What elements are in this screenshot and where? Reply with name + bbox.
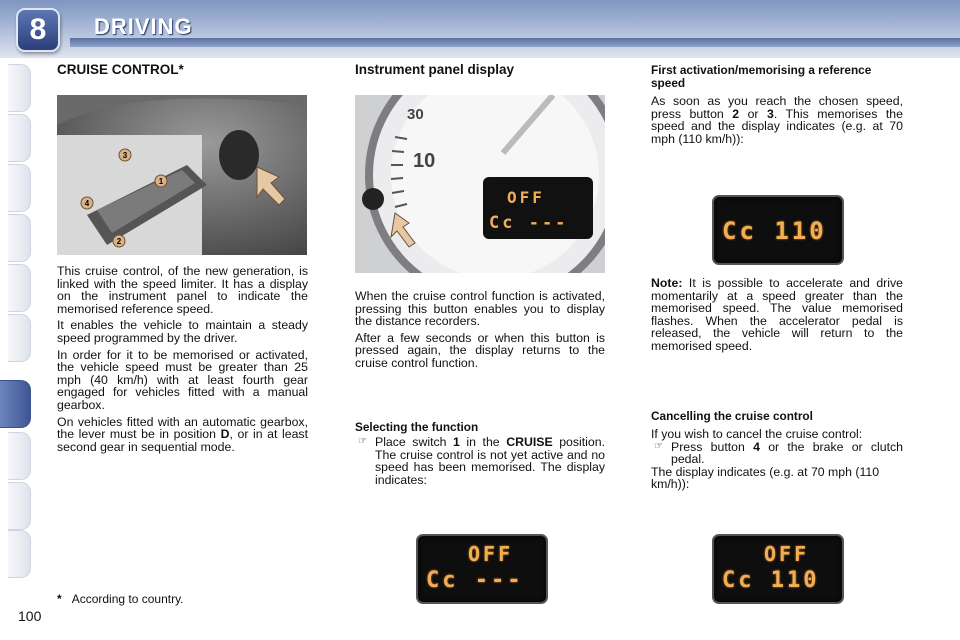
display-line2: Cc 110 xyxy=(722,217,827,245)
gauge-display-line1: OFF xyxy=(507,188,545,207)
instrument-panel-photo xyxy=(355,95,605,273)
chapter-number-badge: 8 xyxy=(16,8,60,52)
stalk-label-1: 1 xyxy=(158,177,164,186)
chapter-title: DRIVING xyxy=(94,14,193,39)
display-line2: Cc 110 xyxy=(722,568,820,593)
display-line1: OFF xyxy=(468,542,514,566)
col1-paragraph-2: It enables the vehicle to maintain a steady speed programmed by the driver. xyxy=(57,318,308,345)
col2-body xyxy=(355,290,605,374)
selecting-title: Selecting the function xyxy=(355,420,479,434)
col2-paragraph-2: After a few seconds or when this button is pressed again, the display returns to the cruise control function. xyxy=(355,330,605,370)
chapter-tabs xyxy=(0,64,32,576)
cruise-control-title: CRUISE CONTROL* xyxy=(57,62,184,77)
gauge-display-line2: Cc --- xyxy=(489,213,569,233)
instrument-panel-title: Instrument panel display xyxy=(355,62,515,77)
display-cc-110 xyxy=(712,195,844,265)
pointer-icon: ☞ xyxy=(358,436,367,447)
col1-body xyxy=(57,265,308,457)
footnote xyxy=(57,592,184,606)
note-text: It is possible to accelerate and drive momentarily at a speed greater than the memorised speed. The value memorised flashes. When the accelerator pedal is released, the vehicle will return to the memorised speed. xyxy=(651,276,903,353)
chapter-tab[interactable] xyxy=(8,164,31,212)
display-off-cc-110 xyxy=(712,534,844,604)
stalk-label-2: 2 xyxy=(116,237,122,246)
footnote-mark: * xyxy=(57,592,62,606)
chapter-tab[interactable] xyxy=(8,264,31,312)
steering-stalk-photo xyxy=(57,95,307,255)
col1-paragraph-4: On vehicles fitted with an automatic gearbox, the lever must be in position D, or in at least second gear in sequential mode. xyxy=(57,414,308,454)
note-body xyxy=(651,277,903,357)
cancelling-body: If you wish to cancel the cruise control: ☞ Press button 4 or the brake or clutch pedal. The display indicates (e.g. at 70 mph (110 km/h)): xyxy=(651,427,903,492)
footnote-text: According to country. xyxy=(71,592,184,606)
col1-paragraph-3: In order for it to be memorised or activated, the vehicle speed must be greater than 25 mph (40 km/h) with at least fourth gear engaged for vehicles fitted with a manual gearbox. xyxy=(57,347,308,412)
note-label: Note: xyxy=(651,276,683,290)
selecting-bullet: ☞ Place switch 1 in the CRUISE position. The cruise control is not yet active and no speed has been memorised. The display indicates: xyxy=(358,435,606,487)
stalk-label-4: 4 xyxy=(84,199,90,208)
display-line2: Cc --- xyxy=(426,568,524,593)
pointer-icon: ☞ xyxy=(654,440,663,452)
chapter-tab[interactable] xyxy=(8,214,31,262)
display-off-dashes xyxy=(416,534,548,604)
display-line1: OFF xyxy=(764,542,810,566)
cancelling-bullet: ☞ Press button 4 or the brake or clutch pedal. xyxy=(654,439,903,467)
first-activation-title: First activation/memorising a reference speed xyxy=(651,63,872,90)
chapter-tab-active[interactable] xyxy=(0,380,31,428)
selecting-body xyxy=(355,436,605,486)
first-activation-body: As soon as you reach the chosen speed, press button 2 or 3. This memorises the speed and the display indicates (e.g. at 70 mph (110 km/h)): xyxy=(651,94,903,146)
col2-paragraph-1: When the cruise control function is activated, pressing this button enables you to display the distance recorders. xyxy=(355,289,605,329)
chapter-tab[interactable] xyxy=(8,482,31,530)
chapter-tab[interactable] xyxy=(8,114,31,162)
gauge-label-30: 30 xyxy=(407,106,424,123)
stalk-label-3: 3 xyxy=(122,151,128,160)
col1-paragraph-1: This cruise control, of the new generation, is linked with the speed limiter. It has a display on the instrument panel to indicate the memorised reference speed. xyxy=(57,264,308,316)
chapter-tab[interactable] xyxy=(8,432,31,480)
chapter-tab[interactable] xyxy=(8,530,31,578)
cancelling-title: Cancelling the cruise control xyxy=(651,409,813,423)
chapter-tab[interactable] xyxy=(8,64,31,112)
chapter-tab[interactable] xyxy=(8,314,31,362)
gauge-label-10: 10 xyxy=(413,150,436,172)
page-number: 100 xyxy=(18,608,42,624)
header-band xyxy=(70,38,960,47)
